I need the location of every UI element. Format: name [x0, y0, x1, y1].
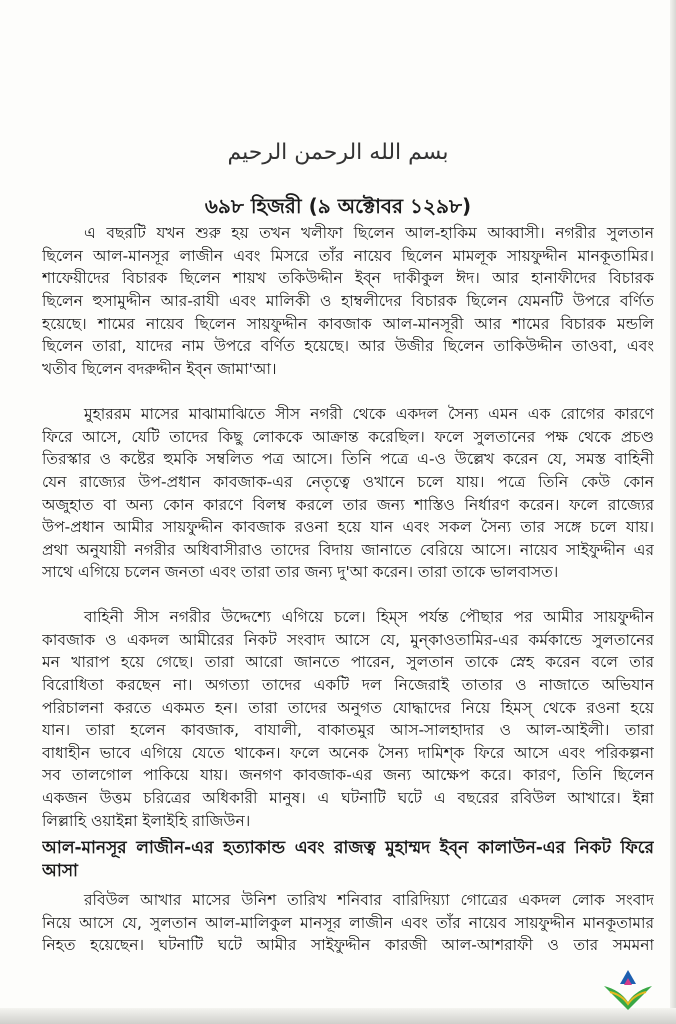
text-line: রবিউল আখার মাসের উনিশ তারিখ শনিবার বারিদিয়্যা গোত্রের একদল লোক সংবাদ [84, 891, 654, 909]
text-line: উপ-প্রধান আমীর সায়ফুদ্দীন কাবজাক রওনা হয়ে যান এবং সকল সৈন্য তার সঙ্গে চলে যায়। [42, 518, 654, 537]
text-line: পরিচালনা করতে একমত হন। তারা তাদের অনুগত যোদ্ধাদের নিয়ে হিমস্‌ থেকে রওনা হয়ে [42, 698, 654, 717]
text-line: হয়েছে। শামের নায়েব ছিলেন সায়ফুদ্দীন কাবজাক আল-মানসূরী আর শামের বিচারক মন্ডলি [42, 314, 654, 333]
text-line: নিহত হয়েছেন। ঘটনাটি ঘটে আমীর সাইফুদ্দীন কারজী আল-আশরাফী ও তার সমমনা [42, 936, 654, 955]
paragraph-1 [42, 222, 654, 380]
text-line: প্রথা অনুযায়ী নগরীর অধিবাসীরাও তাদের বিদায় জানাতে বেরিয়ে আসে। নায়েব সাইফুদ্দীন এর [42, 540, 654, 559]
text-line: ছিলেন আল-মানসূর লাজীন এবং মিসরে তাঁর নায়েব ছিলেন মামলূক সায়ফুদ্দীন মানকূতামির। [42, 246, 654, 265]
text-line: বিরোধিতা করছেন না। অগত্যা তাদের একটি দল নিজেরাই তাতার ও নাজাতে অভিযান [42, 675, 654, 694]
text-line: কাবজাক ও একদল আমীরের নিকট সংবাদ আসে যে, মুন্‌কাওতামির-এর কর্মকান্ডে সুলতানের [42, 630, 654, 649]
text-line: নিয়ে আসে যে, সুলতান আল-মালিকুল মানসূর লাজীন এবং তাঁর নায়েব সায়ফুদ্দীন মানকূতামার [42, 913, 654, 932]
text-line: যান। তারা হলেন কাবজাক, বাযালী, বাকাতমুর আস-সালহাদার ও আল-আইলী। তারা [42, 721, 654, 740]
text-line: আসা [42, 860, 78, 881]
page-bottom-edge [0, 1008, 676, 1024]
text-line: ফিরে আসে, যেটি তাদের কিছু লোককে আক্রান্ত করেছিল। ফলে সুলতানের পক্ষ থেকে প্রচণ্ড [42, 427, 654, 446]
text-line: যেন রাজ্যের উপ-প্রধান কাবজাক-এর নেতৃত্বে ওখানে চলে যায়। পত্রে তিনি কেউ কোন [42, 472, 654, 491]
paragraph-3 [42, 606, 654, 832]
text-line: ছিলেন তারা, যাদের নাম উপরে বর্ণিত হয়েছে। আর উজীর ছিলেন তাকিউদ্দীন তাওবা, এবং [42, 337, 654, 356]
text-line: অজুহাত বা অন্য কোন কারণে বিলম্ব করলে তার জন্য শাস্তিও নির্ধারণ করেন। ফলে রাজ্যের [42, 495, 654, 514]
text-line: খতীব ছিলেন বদরুদ্দীন ইব্‌ন জামা'আ। [42, 359, 277, 378]
text-line: সব তালগোল পাকিয়ে যায়। জনগণ কাবজাক-এর জন্য আক্ষেপ করে। কারণ, তিনি ছিলেন [42, 766, 654, 785]
text-line: সাথে এগিয়ে চলেন জনতা এবং তারা তার জন্য দু'আ করেন। তারা তাকে ভালবাসত। [42, 563, 559, 582]
text-line: বাহিনী সীস নগরীর উদ্দেশ্যে এগিয়ে চলে। হিম্‌স পর্যন্ত পৌছার পর আমীর সায়ফুদ্দীন [84, 608, 654, 626]
text-line: ছিলেন হুসামুদ্দীন আর-রাযী এবং মালিকী ও হাম্বলীদের বিচারক ছিলেন যেমনটি উপরে বর্ণিত [42, 291, 654, 310]
paragraph-4 [42, 889, 654, 957]
text-line: শাফেয়ীদের বিচারক ছিলেন শায়খ তকিউদ্দীন ইব্‌ন দাকীকুল ঈদ। আর হানাফীদের বিচারক [42, 269, 654, 288]
bismillah-calligraphy: بسم الله الرحمن الرحيم [227, 140, 449, 165]
chapter-title: ৬৯৮ হিজরী (৯ অক্টোবর ১২৯৮) [204, 194, 472, 218]
text-line: লিল্লাহি ওয়াইন্না ইলাইহি রাজিউন। [42, 811, 251, 830]
text-line: একজন উত্তম চরিত্রের অধিকারী মানুষ। এ ঘটনাটি ঘটে এ বছরের রবিউল আখারে। ইন্না [42, 789, 654, 808]
text-line: মুহাররম মাসের মাঝামাঝিতে সীস নগরী থেকে একদল সৈন্য এমন এক রোগের কারণে [84, 405, 654, 423]
text-line: তিরস্কার ও কষ্টের হুমকি সম্বলিত পত্র আসে। তিনি পত্রে এ-ও উল্লেখ করেন যে, সমস্ত বাহিনী [42, 450, 654, 469]
paragraph-2 [42, 403, 654, 584]
section-heading [42, 837, 654, 882]
text-line: আল-মানসূর লাজীন-এর হত্যাকান্ড এবং রাজত্ব মুহাম্মদ ইব্‌ন কালাউন-এর নিকট ফিরে [42, 838, 654, 858]
text-line: এ বছরটি যখন শুরু হয় তখন খলীফা ছিলেন আল-হাকিম আব্বাসী। নগরীর সুলতান [84, 224, 654, 242]
text-line: মন খারাপ হয়ে গেছে। তারা আরো জানতে পারেন, সুলতান তাকে স্নেহ করেন বলে তার [42, 653, 654, 672]
publisher-logo-icon [600, 968, 656, 1012]
text-line: বাধাহীন ভাবে এগিয়ে যেতে থাকেন। ফলে অনেক সৈন্য দামিশ্‌ক ফিরে আসে এবং পরিকল্পনা [42, 743, 654, 762]
